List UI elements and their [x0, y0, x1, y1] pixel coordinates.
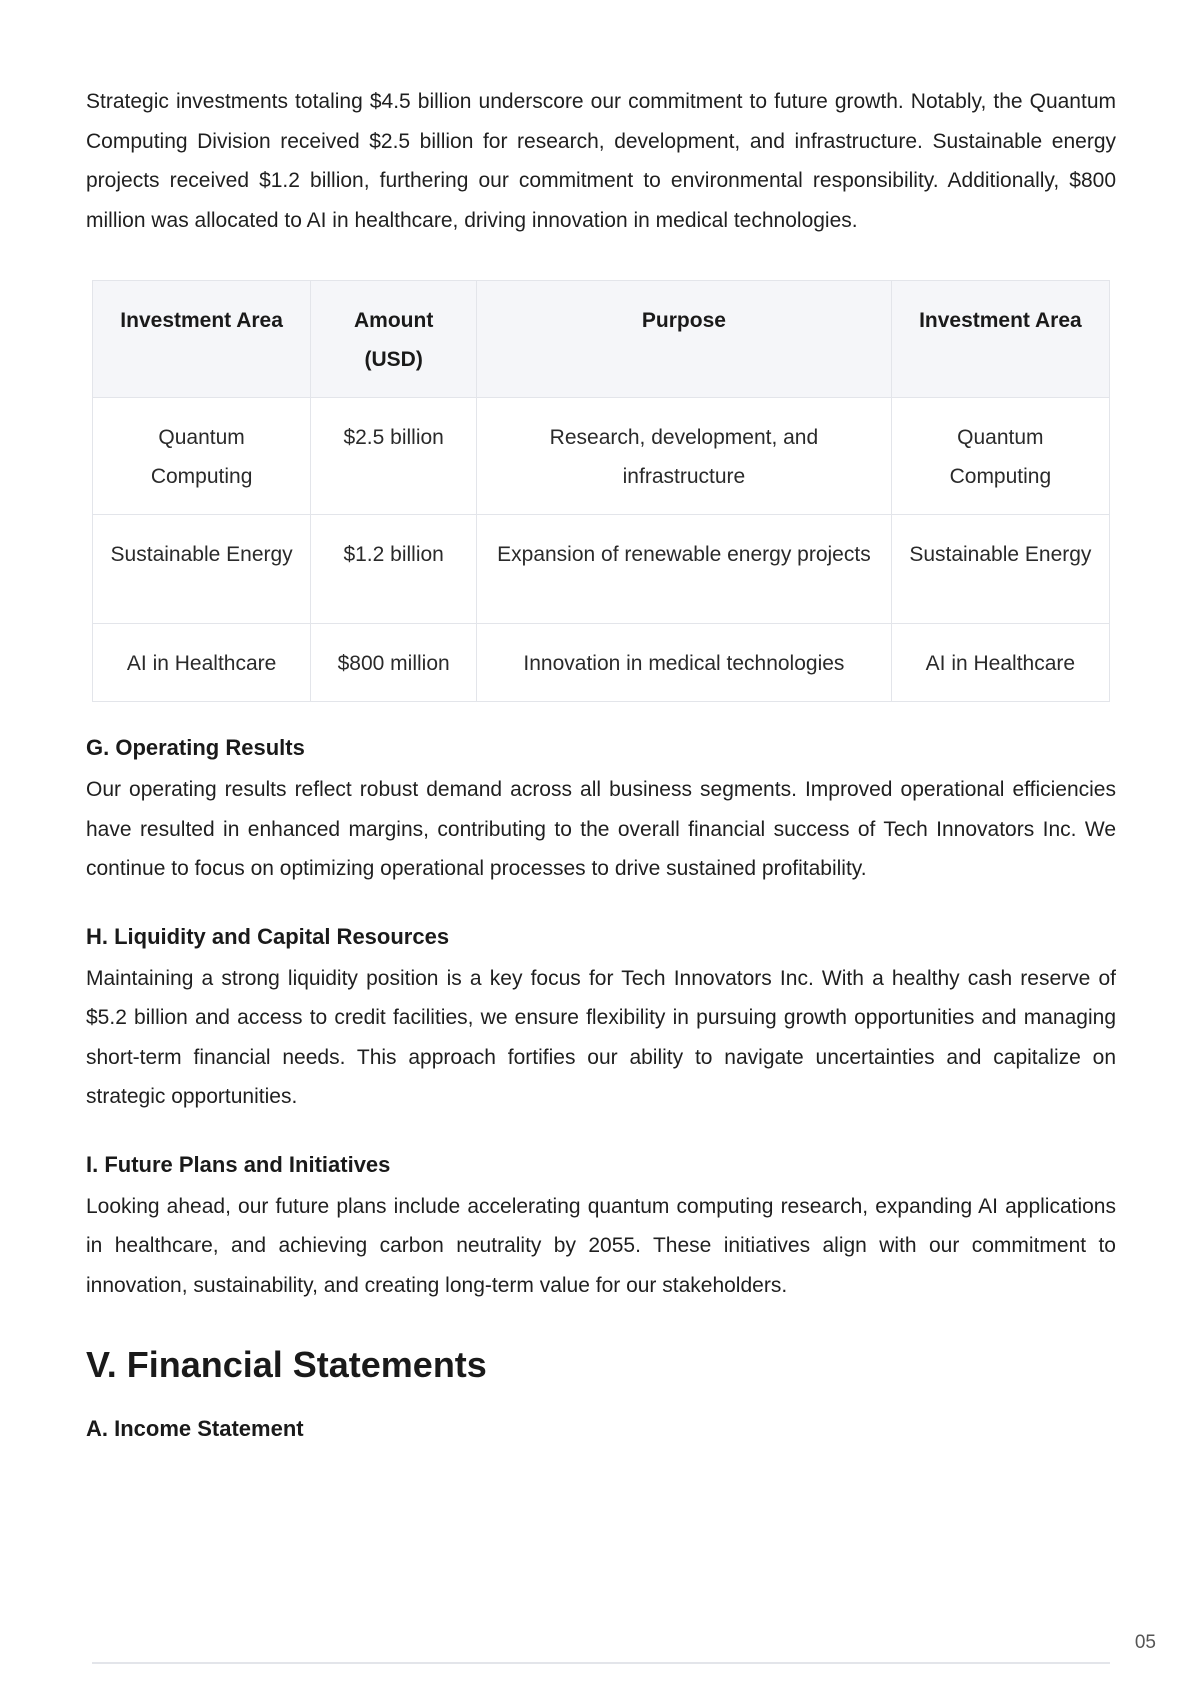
page-number: 05: [1134, 1632, 1156, 1653]
table-cell: Quantum Computing: [891, 398, 1109, 515]
table-row: [93, 624, 1110, 702]
table-header-cell: Purpose: [477, 281, 892, 398]
table-header-cell: Investment Area: [93, 281, 311, 398]
future-plans-heading: I. Future Plans and Initiatives: [86, 1151, 391, 1177]
liquidity-text: Maintaining a strong liquidity position is a key focus for Tech Innovators Inc. With a healthy cash reserve of $5.2 billion and access to credit facilities, we ensure flexibility in pursuing growth opportunities and managing short-term financial needs. This approach fortifies our ability to navigate uncertainties and capitalize on strategic opportunities.: [86, 966, 1116, 1108]
operating-results-heading: G. Operating Results: [86, 735, 305, 760]
table-cell: $800 million: [311, 624, 477, 702]
financial-statements-heading: V. Financial Statements: [86, 1344, 487, 1385]
liquidity-heading: H. Liquidity and Capital Resources: [86, 923, 450, 949]
table-cell: $1.2 billion: [311, 515, 477, 624]
table-row: [93, 398, 1110, 515]
table-cell: Expansion of renewable energy projects: [477, 515, 892, 624]
table-cell: AI in Healthcare: [93, 624, 311, 702]
table-cell: Research, development, and infrastructure: [477, 398, 892, 515]
table-header-cell: Investment Area: [891, 281, 1109, 398]
intro-paragraph: Strategic investments totaling $4.5 billion underscore our commitment to future growth. Notably, the Quantum Computing Division received $2.5 billion for research, development, and infrastructure. Sustainable energy projects received $1.2 billion, furthering our commitment to environmental responsibility. Additionally, $800 million was allocated to AI in healthcare, driving innovation in medical technologies.: [86, 90, 1116, 232]
income-statement-heading: A. Income Statement: [86, 1416, 304, 1441]
operating-results-text: Our operating results reflect robust demand across all business segments. Improved operational efficiencies have resulted in enhanced margins, contributing to the overall financial success of Tech Innovators Inc. We continue to focus on optimizing operational processes to drive sustained profitability.: [86, 778, 1116, 880]
investment-table: [92, 280, 1110, 702]
table-cell: Innovation in medical technologies: [477, 624, 892, 702]
table-cell: Quantum Computing: [93, 398, 311, 515]
table-cell: $2.5 billion: [311, 398, 477, 515]
table-cell: Sustainable Energy: [891, 515, 1109, 624]
table-row: [93, 515, 1110, 624]
table-header-row: [93, 281, 1110, 398]
future-plans-text: Looking ahead, our future plans include accelerating quantum computing research, expanding AI applications in healthcare, and achieving carbon neutrality by 2055. These initiatives align with our commitment to innovation, sustainability, and creating long-term value for our stakeholders.: [86, 1194, 1116, 1297]
document-page: [86, 82, 1116, 1445]
table-cell: Sustainable Energy: [93, 515, 311, 624]
table-cell: AI in Healthcare: [891, 624, 1109, 702]
table-header-cell: Amount (USD): [311, 281, 477, 398]
table-top-border: [92, 1662, 1110, 1664]
